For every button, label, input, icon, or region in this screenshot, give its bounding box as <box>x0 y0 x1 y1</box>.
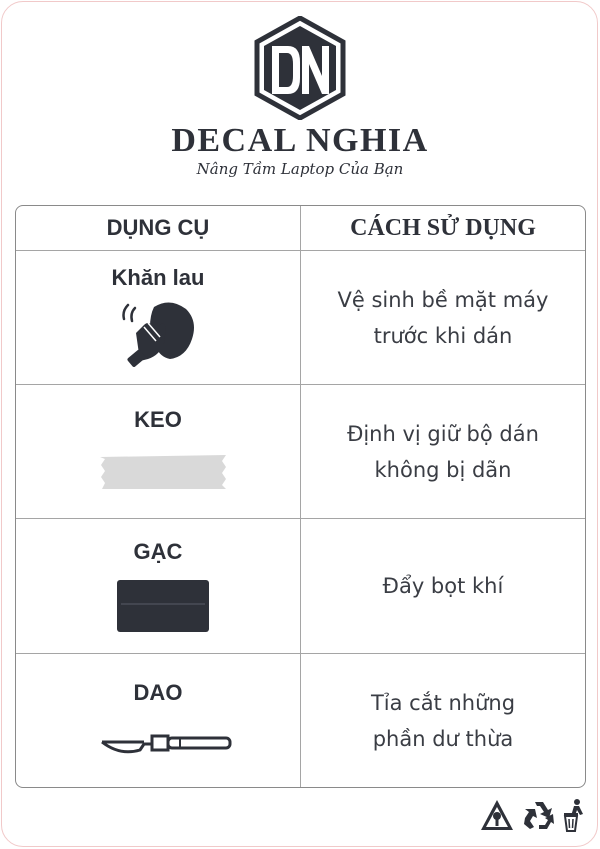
usage-line: Đẩy bọt khí <box>382 574 504 598</box>
usage-line: Định vị giữ bộ dán <box>347 421 539 446</box>
brand-tagline: Nâng Tầm Laptop Của Bạn <box>196 160 404 178</box>
tape-strip-icon <box>100 453 228 491</box>
tool-name: Khăn lau <box>111 265 205 290</box>
warning-triangle-icon <box>479 798 515 832</box>
tool-cell <box>16 251 301 384</box>
table-header-row <box>16 206 585 251</box>
tools-table <box>15 205 586 788</box>
table-row <box>16 654 585 787</box>
usage-text <box>383 568 504 604</box>
usage-line: trước khi dán <box>373 323 513 348</box>
table-row <box>16 385 585 519</box>
usage-cell <box>301 385 585 518</box>
table-row <box>16 519 585 654</box>
squeegee-card-icon <box>117 580 209 632</box>
recycle-icon <box>521 798 557 832</box>
usage-text <box>371 685 515 757</box>
trash-bin-icon <box>561 798 589 832</box>
tool-cell <box>16 385 301 518</box>
dn-logo-icon <box>254 16 346 120</box>
craft-knife-icon <box>100 728 232 762</box>
usage-line: Vệ sinh bề mặt máy <box>337 287 549 312</box>
usage-text <box>347 416 539 488</box>
tool-cell <box>16 519 301 653</box>
tool-name: KEO <box>134 407 182 432</box>
header-tool: DỤNG CỤ <box>106 215 210 240</box>
usage-text <box>338 282 549 354</box>
usage-line: Tỉa cắt những <box>370 690 516 715</box>
usage-line: không bị dãn <box>374 457 512 482</box>
usage-cell <box>301 251 585 384</box>
table-row <box>16 251 585 385</box>
usage-line: phần dư thừa <box>372 726 514 751</box>
usage-cell <box>301 654 585 787</box>
cloth-wipe-hand-icon <box>120 299 200 369</box>
tool-name: DAO <box>133 680 183 705</box>
tool-name: GẠC <box>133 539 183 564</box>
header-tool-cell <box>16 206 301 250</box>
header-usage-cell <box>301 206 585 250</box>
brand-name: DECAL NGHIA <box>171 122 429 159</box>
tool-cell <box>16 654 301 787</box>
usage-cell <box>301 519 585 653</box>
header-usage: CÁCH SỬ DỤNG <box>350 214 536 241</box>
